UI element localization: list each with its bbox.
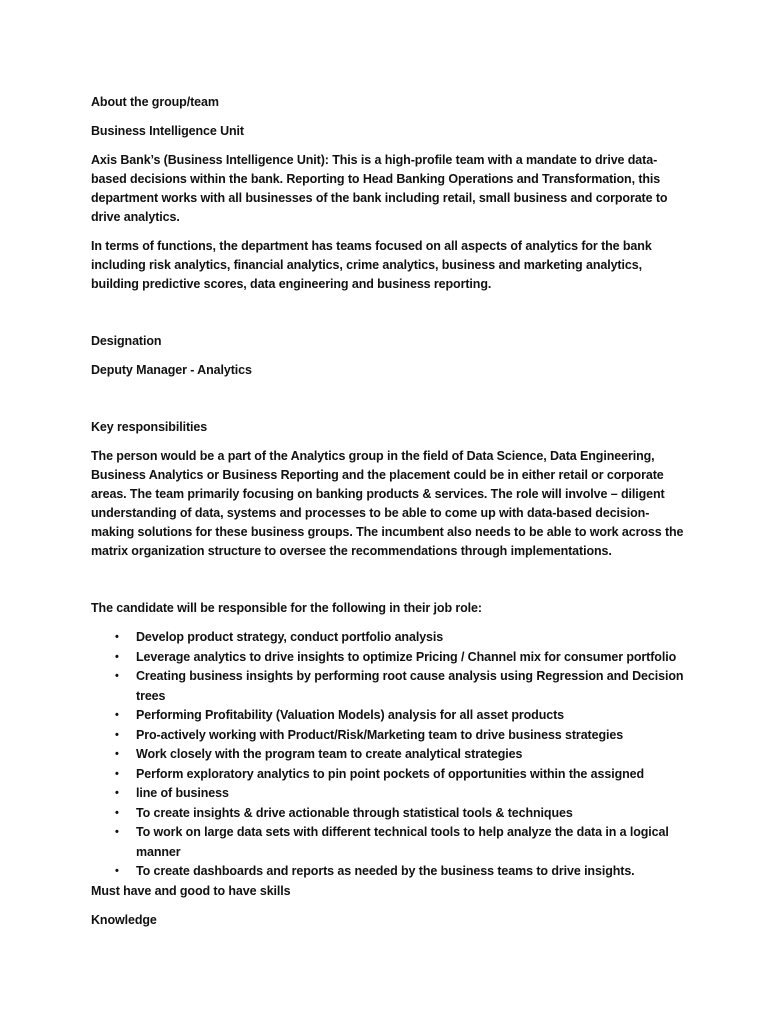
list-item — [91, 726, 691, 746]
list-item — [91, 706, 691, 726]
list-item-text: Perform exploratory analytics to pin point pockets of opportunities within the assigned — [136, 766, 645, 781]
bullet-icon: • — [115, 670, 119, 682]
unit-name: Business Intelligence Unit — [91, 124, 244, 138]
list-item — [91, 628, 691, 648]
list-item — [91, 648, 691, 668]
list-item-text: To create insights & drive actionable through statistical tools & techniques — [136, 805, 573, 820]
bullet-icon: • — [115, 826, 119, 838]
list-item-text: Leverage analytics to drive insights to optimize Pricing / Channel mix for consumer portfolio — [136, 649, 677, 664]
list-item — [91, 862, 691, 882]
list-item — [91, 765, 691, 785]
bullet-icon: • — [115, 650, 119, 663]
list-item-text: Pro-actively working with Product/Risk/Marketing team to drive business strategies — [136, 727, 624, 742]
about-paragraph-2: In terms of functions, the department has teams focused on all aspects of analytics for the bank including risk analytics, financial analytics, crime analytics, business and marketing analytics, building predictive scores, data engineering and business reporting. — [91, 239, 652, 291]
bullet-icon: • — [115, 728, 119, 741]
list-item — [91, 667, 691, 706]
bullet-icon: • — [115, 748, 119, 760]
skills-subheading: Knowledge — [91, 912, 157, 927]
skills-heading: Must have and good to have skills — [91, 883, 291, 898]
list-item-text: To create dashboards and reports as needed by the business teams to drive insights. — [136, 864, 635, 878]
about-paragraph-1: Axis Bank’s (Business Intelligence Unit): This is a high-profile team with a mandate to drive data-based decisions within the bank. Reporting to Head Banking Operations and Transformation, this department works with all businesses of the bank including retail, small business and corporate to drive analytics. — [91, 153, 668, 224]
list-item-text: Work closely with the program team to create analytical strategies — [136, 747, 523, 761]
bullet-icon: • — [115, 865, 119, 877]
list-item — [91, 745, 691, 765]
list-item-text: Develop product strategy, conduct portfolio analysis — [136, 630, 444, 644]
list-item — [91, 784, 691, 804]
list-item-text: Performing Profitability (Valuation Models) analysis for all asset products — [136, 708, 565, 722]
designation-value: Deputy Manager - Analytics — [91, 363, 252, 377]
bullet-icon: • — [115, 806, 119, 819]
list-item-text: line of business — [136, 786, 229, 800]
about-heading: About the group/team — [91, 95, 219, 109]
document-page — [91, 93, 691, 930]
responsibilities-heading: Key responsibilities — [91, 420, 208, 434]
designation-heading: Designation — [91, 334, 162, 348]
list-item-text: Creating business insights by performing root cause analysis using Regression and Decision trees — [136, 669, 684, 703]
responsibilities-intro: The candidate will be responsible for the following in their job role: — [91, 601, 482, 615]
list-item-text: To work on large data sets with different technical tools to help analyze the data in a logical manner — [136, 825, 669, 859]
list-item — [91, 823, 691, 862]
bullet-icon: • — [115, 767, 119, 780]
responsibilities-list — [91, 628, 691, 882]
bullet-icon: • — [115, 709, 119, 721]
bullet-icon: • — [115, 631, 119, 643]
bullet-icon: • — [115, 787, 119, 799]
list-item — [91, 804, 691, 824]
responsibilities-paragraph: The person would be a part of the Analytics group in the field of Data Science, Data Engineering, Business Analytics or Business Reporting and the placement could be in either retail or corporate areas. The team primarily focusing on banking products & services. The role will involve – diligent understanding of data, systems and processes to be able to come up with data-based decision-making solutions for these business groups. The incumbent also needs to be able to work across the matrix organization structure to oversee the recommendations through implementations. — [91, 449, 684, 558]
